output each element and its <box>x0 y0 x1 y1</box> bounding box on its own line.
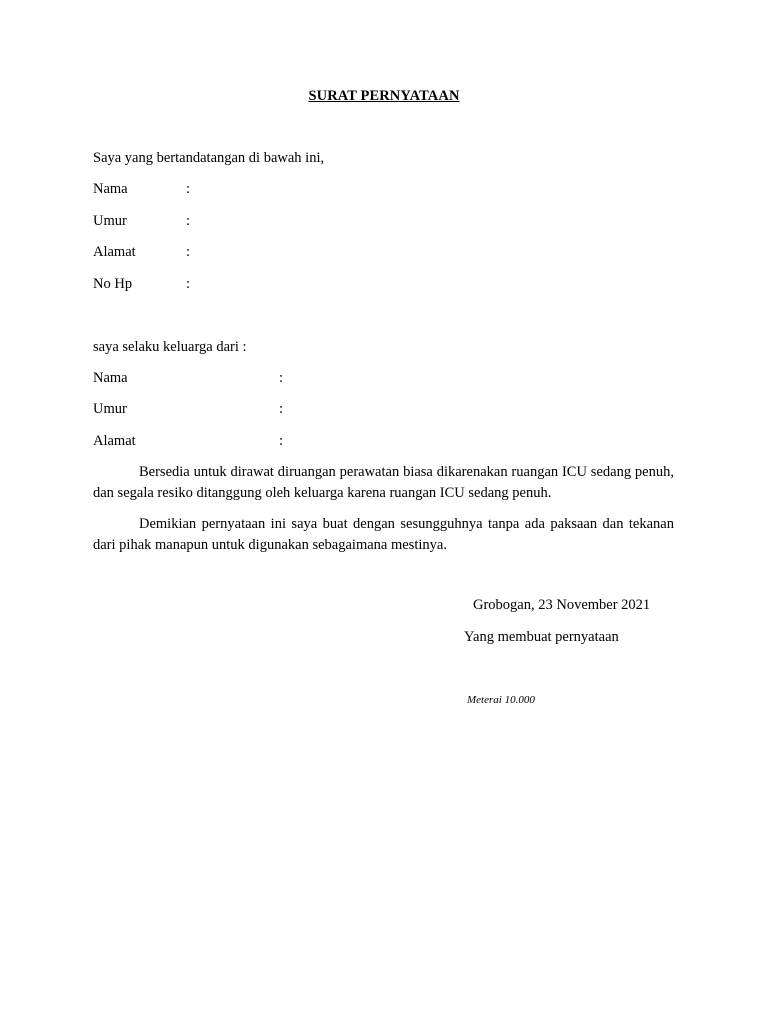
patient-name-label: Nama <box>93 370 128 386</box>
declarant-age-label: Umur <box>93 213 127 229</box>
intro-text: Saya yang bertandatangan di bawah ini, <box>93 150 325 166</box>
patient-age-label: Umur <box>93 401 127 417</box>
statement-paragraph-1: Bersedia untuk dirawat diruangan perawatan biasa dikarenakan ruangan ICU sedang penuh, dan segala resiko ditanggung oleh keluarga karena ruangan ICU sedang penuh. <box>93 464 674 501</box>
declarant-phone-label: No Hp <box>93 276 133 292</box>
patient-address-colon: : <box>279 433 284 449</box>
declarant-name-label: Nama <box>93 181 128 197</box>
statement-paragraph-2: Demikian pernyataan ini saya buat dengan sesungguhnya tanpa ada paksaan dan tekanan dari pihak manapun untuk digunakan sebagaimana mestinya. <box>93 516 674 553</box>
document-title: SURAT PERNYATAAN <box>308 88 460 104</box>
declarant-age-colon: : <box>186 213 191 229</box>
patient-age-colon: : <box>279 401 284 417</box>
place-date: Grobogan, 23 November 2021 <box>473 597 651 613</box>
patient-name-colon: : <box>279 370 284 386</box>
declarant-phone-colon: : <box>186 276 191 292</box>
declarant-address-label: Alamat <box>93 244 136 260</box>
declarant-address-colon: : <box>186 244 191 260</box>
family-intro-text: saya selaku keluarga dari : <box>93 339 247 355</box>
declarant-name-colon: : <box>186 181 191 197</box>
stamp-label: Meterai 10.000 <box>467 694 535 706</box>
signer-label: Yang membuat pernyataan <box>464 629 619 645</box>
patient-address-label: Alamat <box>93 433 136 449</box>
